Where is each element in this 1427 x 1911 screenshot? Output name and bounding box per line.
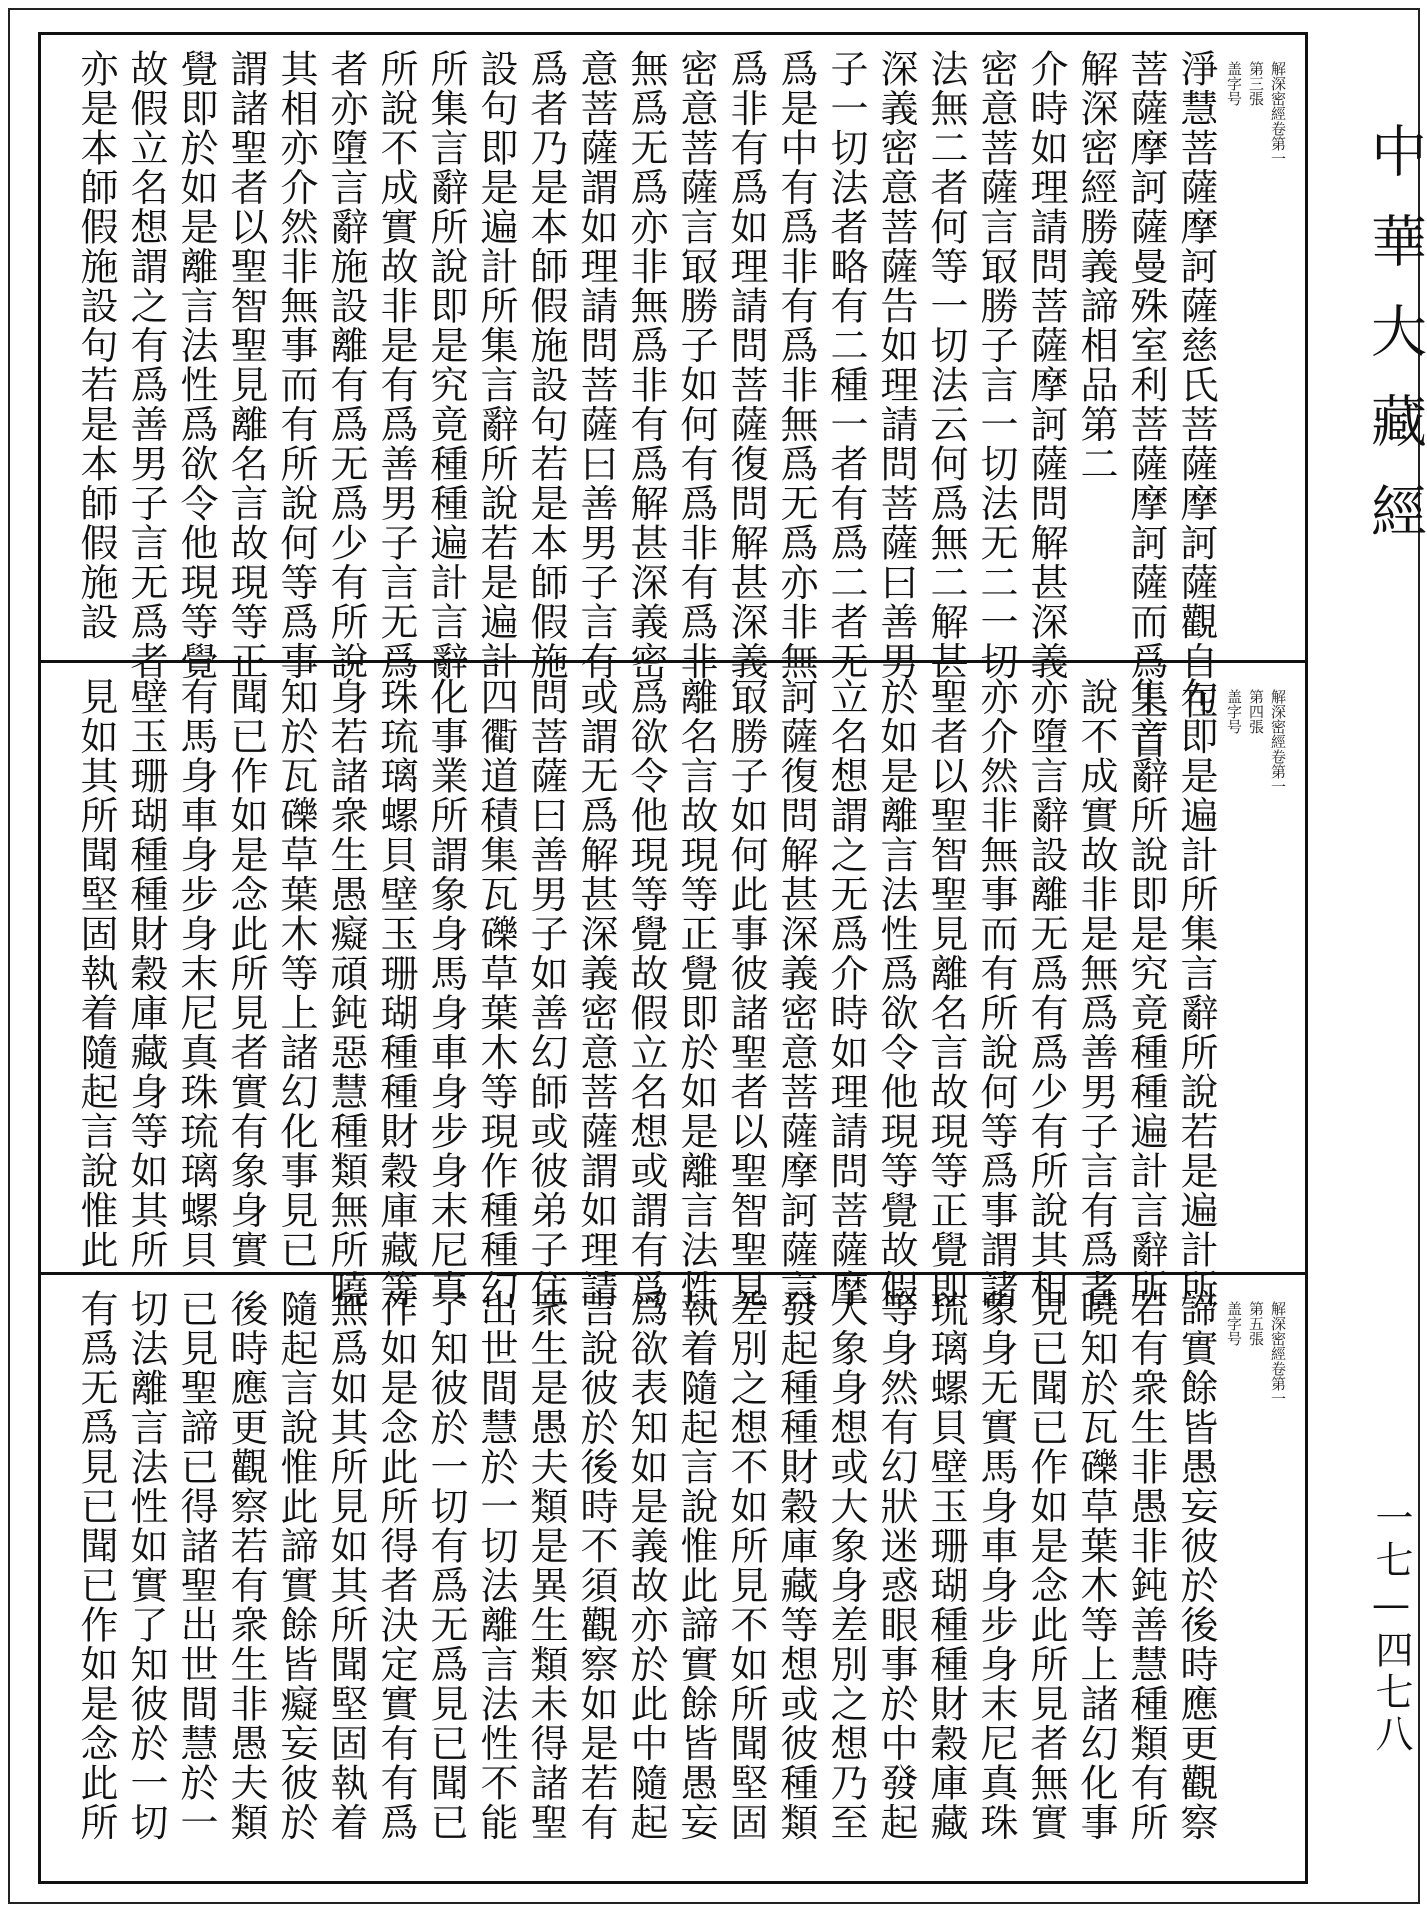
text-column: 聖者以聖智聖見離名言故現等正覺即 <box>924 677 968 1309</box>
text-column: 無爲无爲亦非無爲非有爲解甚深義密 <box>624 49 668 681</box>
text-column: 密意菩薩言冣勝子言一切法无二一切 <box>974 49 1018 681</box>
text-column: 壁玉珊瑚種種財穀庫藏身等如其所 <box>124 677 168 1270</box>
text-column: 者亦墮言辭施設離有爲无爲少有所說 <box>324 49 368 681</box>
margin-label <box>1223 689 1289 919</box>
sheet-number: 第五張 <box>1247 1301 1265 1346</box>
text-column: 身若諸衆生愚癡頑鈍惡慧種類無所曉 <box>324 677 368 1309</box>
text-column: 諦實餘皆愚妄彼於後時應更觀察 <box>1174 1289 1218 1842</box>
sutra-volume-label: 解深密經卷第一 <box>1269 61 1287 166</box>
text-column: 所說不成實故非是有爲善男子言无爲 <box>374 49 418 681</box>
text-frame <box>38 32 1308 1884</box>
text-column: 解深密經勝義諦相品第二 <box>1074 49 1118 484</box>
text-columns <box>71 677 1221 1309</box>
text-column: 其相亦介然非無事而有所說何等爲事 <box>274 49 318 681</box>
text-column: 故假立名想謂之有爲善男子言无爲者 <box>124 49 168 681</box>
text-column: 有爲无爲見已聞已作如是念此所 <box>74 1289 118 1842</box>
text-column: 見已聞已作如是念此所見者無實 <box>1024 1289 1068 1842</box>
text-column: 四衢道積集瓦礫草葉木等現作種種幻 <box>474 677 518 1309</box>
text-column: 意菩薩謂如理請問菩薩曰善男子言有 <box>574 49 618 681</box>
text-column: 執着隨起言說惟此諦實餘皆愚妄 <box>674 1289 718 1842</box>
text-column: 子一切法者略有二種一者有爲二者无 <box>824 49 868 681</box>
text-column: 離名言故現等正覺即於如是離言法性 <box>674 677 718 1309</box>
text-column: 或謂无爲解甚深義密意菩薩謂如理請 <box>574 677 618 1309</box>
text-column: 珠琉璃螺貝壁玉珊瑚種種財穀庫藏等 <box>374 677 418 1309</box>
text-column: 若有衆生非愚非鈍善慧種類有所 <box>1124 1289 1168 1842</box>
text-column: 爲欲表知如是義故亦於此中隨起 <box>624 1289 668 1842</box>
character-code: 盖字号 <box>1225 689 1243 734</box>
text-column: 爲非有爲如理請問菩薩復問解甚深義 <box>724 49 768 681</box>
text-column: 知於瓦礫草葉木等上諸幻化事見已 <box>274 677 318 1270</box>
collection-title: 中華大藏經 <box>1362 122 1427 572</box>
page-number: 一七—四七八 <box>1369 1498 1413 1756</box>
text-column: 見如其所聞堅固執着隨起言說惟此 <box>74 677 118 1270</box>
text-column: 曉知於瓦礫草葉木等上諸幻化事 <box>1074 1289 1118 1842</box>
text-column: 後時應更觀察若有衆生非愚夫類 <box>224 1289 268 1842</box>
text-column: 立名想謂之无爲介時如理請問菩薩摩 <box>824 677 868 1309</box>
text-column: 密意菩薩言冣勝子如何有爲非有爲非 <box>674 49 718 681</box>
sutra-volume-label: 解深密經卷第一 <box>1269 1301 1287 1406</box>
text-column: 衆生是愚夫類是異生類未得諸聖 <box>524 1289 568 1842</box>
text-column: 切法離言法性如實了知彼於一切 <box>124 1289 168 1842</box>
text-column: 無爲如其所見如其所聞堅固執着 <box>324 1289 368 1842</box>
text-column: 介時如理請問菩薩摩訶薩問解甚深義 <box>1024 49 1068 681</box>
scripture-page <box>18 18 1427 1898</box>
text-column: 亦介然非無事而有所說何等爲事謂諸 <box>974 677 1018 1309</box>
text-column: 法無二者何等一切法云何爲無二解甚 <box>924 49 968 681</box>
text-column: 集言辭所說即是究竟種種遍計言辭所 <box>1124 677 1168 1309</box>
text-column: 冣勝子如何此事彼諸聖者以聖智聖見 <box>724 677 768 1309</box>
text-column: 作如是念此所得者決定實有有爲 <box>374 1289 418 1842</box>
text-column: 隨起言說惟此諦實餘皆癡妄彼於 <box>274 1289 318 1842</box>
text-columns <box>71 49 1221 760</box>
margin-label <box>1223 61 1289 291</box>
text-column: 亦墮言辭設離无爲有爲少有所說其相 <box>1024 677 1068 1309</box>
text-column: 發起種種財穀庫藏等想或彼種類 <box>774 1289 818 1842</box>
text-column: 有馬身車身步身末尼真珠琉璃螺貝 <box>174 677 218 1270</box>
character-code: 盖字号 <box>1225 61 1243 106</box>
text-column: 訶薩復問解甚深義密意菩薩摩訶薩言 <box>774 677 818 1309</box>
text-column: 設句即是遍計所集言辭所說若是遍計 <box>474 49 518 681</box>
sheet-panel-2 <box>41 660 1305 1309</box>
text-column: 於如是離言法性爲欲令他現等覺故假 <box>874 677 918 1309</box>
sheet-panel-3 <box>41 1272 1305 1881</box>
sheet-number: 第四張 <box>1247 689 1265 734</box>
text-column: 出世間慧於一切法離言法性不能 <box>474 1289 518 1842</box>
text-column: 深義密意菩薩告如理請問菩薩曰善男 <box>874 49 918 681</box>
text-column: 亦是本師假施設句若是本師假施設 <box>74 49 118 642</box>
text-column: 已見聖諦已得諸聖出世間慧於一 <box>174 1289 218 1842</box>
text-column: 大象身想或大象身差別之想乃至 <box>824 1289 868 1842</box>
text-column: 差別之想不如所見不如所聞堅固 <box>724 1289 768 1842</box>
margin-label <box>1223 1301 1289 1531</box>
sheet-number: 第三張 <box>1247 61 1265 106</box>
text-column: 琉璃螺貝壁玉珊瑚種種財穀庫藏 <box>924 1289 968 1842</box>
text-column: 謂諸聖者以聖智聖見離名言故現等正 <box>224 49 268 681</box>
text-column: 言說彼於後時不須觀察如是若有 <box>574 1289 618 1842</box>
text-column: 淨慧菩薩摩訶薩慈氏菩薩摩訶薩觀自在 <box>1174 49 1218 721</box>
sutra-volume-label: 解深密經卷第一 <box>1269 689 1287 794</box>
text-columns <box>71 1289 1221 1875</box>
text-column: 覺即於如是離言法性爲欲令他現等覺 <box>174 49 218 681</box>
text-column: 了知彼於一切有爲无爲見已聞已 <box>424 1289 468 1842</box>
text-column: 說不成實故非是無爲善男子言有爲者 <box>1074 677 1118 1309</box>
text-column: 爲者乃是本師假施設句若是本師假施 <box>524 49 568 681</box>
text-column: 爲欲令他現等覺故假立名想或謂有爲 <box>624 677 668 1309</box>
text-column: 化事業所謂象身馬身車身步身末尼真 <box>424 677 468 1309</box>
text-column: 等身然有幻狀迷惑眼事於中發起 <box>874 1289 918 1842</box>
text-column: 所集言辭所說即是究竟種種遍計言辭 <box>424 49 468 681</box>
text-column: 爲是中有爲非有爲非無爲无爲亦非無 <box>774 49 818 681</box>
text-column: 句即是遍計所集言辭所說若是遍計所 <box>1174 677 1218 1309</box>
text-column: 象身无實馬身車身步身末尼真珠 <box>974 1289 1018 1842</box>
text-column: 問菩薩曰善男子如善幻師或彼弟子住 <box>524 677 568 1309</box>
character-code: 盖字号 <box>1225 1301 1243 1346</box>
text-column: 菩薩摩訶薩曼殊室利菩薩摩訶薩而爲上首 <box>1124 49 1168 760</box>
text-column: 聞已作如是念此所見者實有象身實 <box>224 677 268 1270</box>
